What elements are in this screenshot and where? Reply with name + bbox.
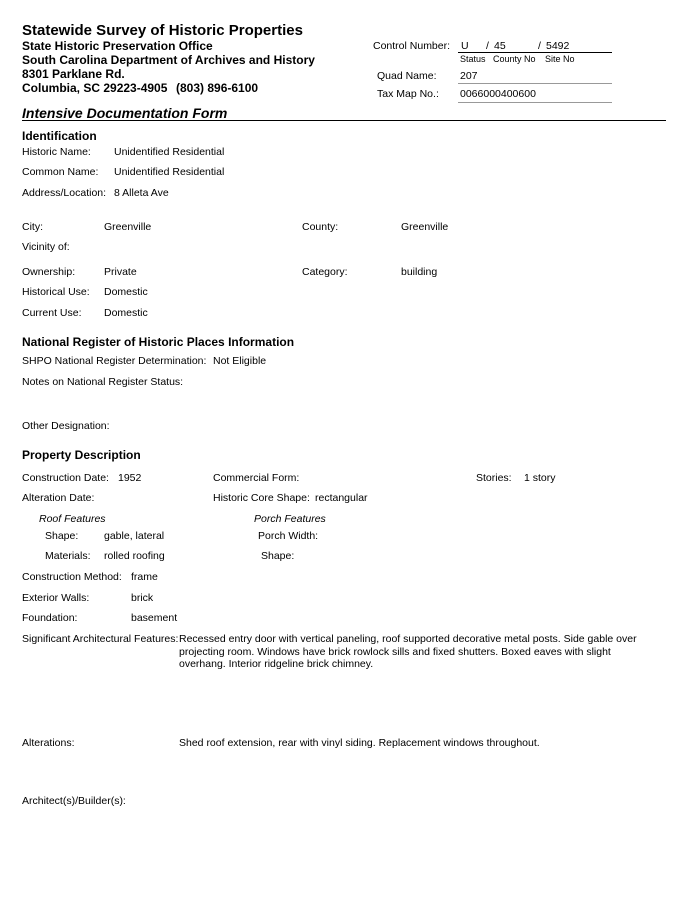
core-shape-value: rectangular bbox=[315, 492, 368, 504]
significant-features-label: Significant Architectural Features: bbox=[22, 633, 179, 645]
ownership-value: Private bbox=[104, 266, 137, 278]
other-designation-label: Other Designation: bbox=[22, 420, 110, 432]
nr-notes-label: Notes on National Register Status: bbox=[22, 376, 184, 388]
construction-method-value: frame bbox=[131, 571, 158, 583]
quad-name-label: Quad Name: bbox=[377, 70, 437, 82]
construction-date-value: 1952 bbox=[118, 472, 142, 484]
control-sep-1: / bbox=[486, 40, 489, 52]
stories-value: 1 story bbox=[524, 472, 556, 484]
category-value: building bbox=[401, 266, 438, 278]
address-value: 8 Alleta Ave bbox=[114, 187, 169, 199]
historic-name-label: Historic Name: bbox=[22, 146, 91, 158]
survey-title: Statewide Survey of Historic Properties bbox=[22, 22, 303, 39]
alterations-label: Alterations: bbox=[22, 737, 75, 749]
current-use-value: Domestic bbox=[104, 307, 148, 319]
control-number-underline bbox=[458, 52, 612, 53]
address-label: Address/Location: bbox=[22, 187, 107, 199]
category-label: Category: bbox=[302, 266, 348, 278]
nr-determination-value: Not Eligible bbox=[213, 355, 267, 367]
quad-name-underline bbox=[458, 83, 612, 84]
county-label: County: bbox=[302, 221, 339, 233]
significant-features-value: Recessed entry door with vertical paneling, roof supported decorative metal posts. Side gable over projecting room. Windows have brick rowlock sills and fixed shutters. Boxed eaves with slight overhang. Interior ridgeline brick chimney. bbox=[179, 633, 637, 670]
control-number-label: Control Number: bbox=[373, 40, 451, 52]
city-value: Greenville bbox=[104, 221, 152, 233]
tax-map-label: Tax Map No.: bbox=[377, 88, 439, 100]
phone-number: (803) 896-6100 bbox=[176, 81, 259, 95]
roof-features-heading: Roof Features bbox=[39, 513, 106, 525]
porch-shape-label: Shape: bbox=[261, 550, 295, 562]
core-shape-label: Historic Core Shape: bbox=[213, 492, 310, 504]
porch-features-heading: Porch Features bbox=[254, 513, 326, 525]
quad-name-value: 207 bbox=[460, 70, 478, 82]
ownership-label: Ownership: bbox=[22, 266, 76, 278]
roof-shape-value: gable, lateral bbox=[104, 530, 165, 542]
stories-label: Stories: bbox=[476, 472, 512, 484]
historical-use-value: Domestic bbox=[104, 286, 148, 298]
roof-materials-label: Materials: bbox=[45, 550, 91, 562]
office-name: State Historic Preservation Office bbox=[22, 39, 213, 53]
foundation-value: basement bbox=[131, 612, 178, 624]
common-name-value: Unidentified Residential bbox=[114, 166, 225, 178]
historical-use-label: Historical Use: bbox=[22, 286, 90, 298]
control-sep-2: / bbox=[538, 40, 541, 52]
county-value: Greenville bbox=[401, 221, 449, 233]
foundation-label: Foundation: bbox=[22, 612, 78, 624]
street-address: 8301 Parklane Rd. bbox=[22, 67, 125, 81]
vicinity-label: Vicinity of: bbox=[22, 241, 70, 253]
city-label: City: bbox=[22, 221, 43, 233]
exterior-walls-label: Exterior Walls: bbox=[22, 592, 90, 604]
alterations-value: Shed roof extension, rear with vinyl siding. Replacement windows throughout. bbox=[179, 737, 540, 749]
alteration-date-label: Alteration Date: bbox=[22, 492, 95, 504]
department-name: South Carolina Department of Archives and History bbox=[22, 53, 315, 67]
title-rule bbox=[22, 120, 666, 121]
historic-name-value: Unidentified Residential bbox=[114, 146, 225, 158]
common-name-label: Common Name: bbox=[22, 166, 99, 178]
roof-materials-value: rolled roofing bbox=[104, 550, 165, 562]
commercial-form-label: Commercial Form: bbox=[213, 472, 300, 484]
tax-map-value: 0066000400600 bbox=[460, 88, 536, 100]
tax-map-underline bbox=[458, 102, 612, 103]
current-use-label: Current Use: bbox=[22, 307, 82, 319]
construction-method-label: Construction Method: bbox=[22, 571, 122, 583]
county-no-caption: County No bbox=[493, 54, 536, 64]
form-title: Intensive Documentation Form bbox=[22, 105, 228, 121]
architect-builder-label: Architect(s)/Builder(s): bbox=[22, 795, 126, 807]
identification-heading: Identification bbox=[22, 129, 97, 143]
porch-width-label: Porch Width: bbox=[258, 530, 319, 542]
site-no-caption: Site No bbox=[545, 54, 575, 64]
control-site-no: 5492 bbox=[546, 40, 570, 52]
control-county-no: 45 bbox=[494, 40, 506, 52]
control-status: U bbox=[461, 40, 469, 52]
national-register-heading: National Register of Historic Places Information bbox=[22, 335, 295, 349]
status-caption: Status bbox=[460, 54, 486, 64]
nr-determination-label: SHPO National Register Determination: bbox=[22, 355, 207, 367]
city-state-zip: Columbia, SC 29223-4905 bbox=[22, 81, 168, 95]
exterior-walls-value: brick bbox=[131, 592, 154, 604]
property-description-heading: Property Description bbox=[22, 448, 141, 462]
roof-shape-label: Shape: bbox=[45, 530, 79, 542]
construction-date-label: Construction Date: bbox=[22, 472, 109, 484]
